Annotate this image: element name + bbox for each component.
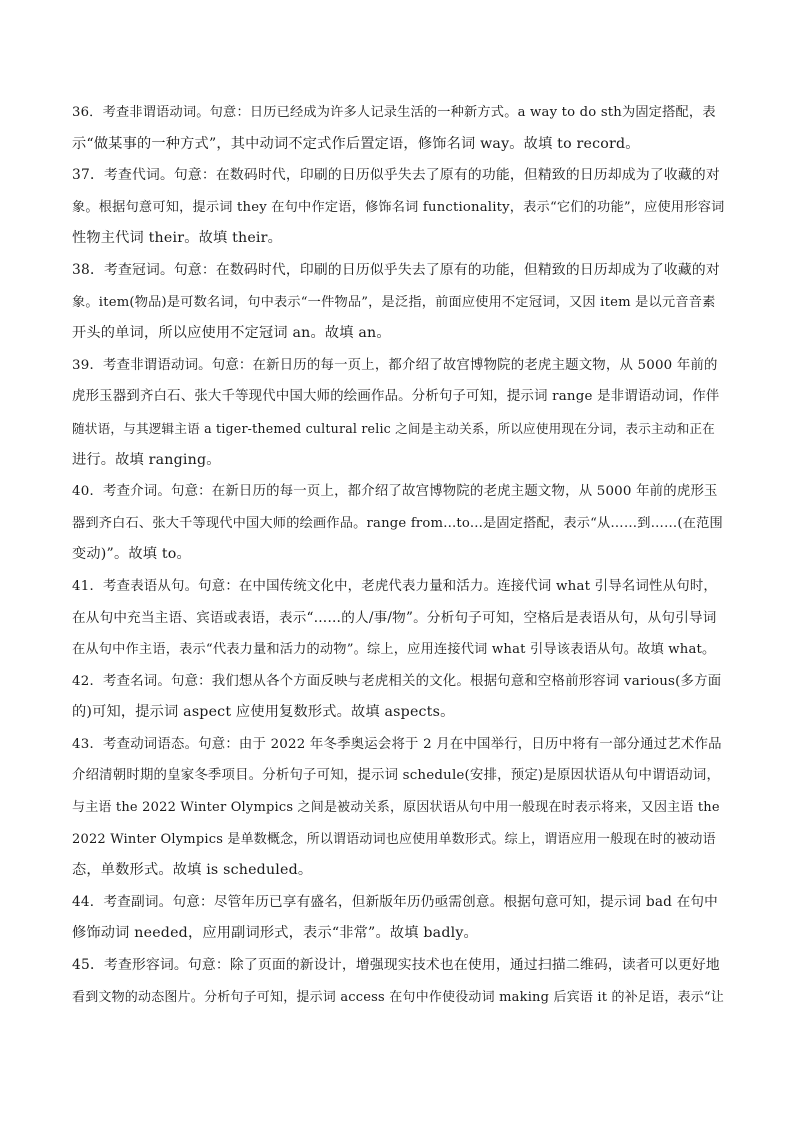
explanation-line: 38．考查冠词。句意：在数码时代，印刷的日历似乎失去了原有的功能，但精致的日历却成为了收藏的对: [72, 261, 720, 278]
explanation-line: 在从句中作主语，表示“代表力量和活力的动物”。综上，应用连接代词 what 引导该表语从句。故填 what。: [72, 642, 716, 658]
explanation-line: 性物主代词 their。故填 their。: [72, 230, 283, 247]
explanation-line: 45．考查形容词。句意：除了页面的新设计，增强现实技术也在使用，通过扫描二维码，读者可以更好地: [72, 957, 720, 974]
explanation-item: [72, 887, 724, 950]
explanation-line: 与主语 the 2022 Winter Olympics 之间是被动关系，原因状语从句中用一般现在时表示将来，又因主语 the: [72, 800, 720, 816]
explanation-line: 2022 Winter Olympics 是单数概念，所以谓语动词也应使用单数形式。综上，谓语应用一般现在时的被动语: [72, 831, 716, 847]
explanation-line: 象。item(物品)是可数名词，句中表示“一件物品”，是泛指，前面应使用不定冠词，又因 item 是以元音音素: [72, 294, 716, 310]
explanation-line: 示“做某事的一种方式”，其中动词不定式作后置定语，修饰名词 way。故填 to record。: [72, 135, 640, 152]
explanation-line: 修饰动词 needed，应用副词形式，表示“非常”。故填 badly。: [72, 925, 478, 942]
explanation-item: [72, 950, 724, 1013]
explanation-line: 介绍清朝时期的皇家冬季项目。分析句子可知，提示词 schedule(安排，预定)是原因状语从句中谓语动词，: [72, 768, 721, 784]
explanation-item: [72, 666, 724, 729]
explanation-line: 39．考查非谓语动词。句意：在新日历的每一页上，都介绍了故宫博物院的老虎主题文物，从 5000 年前的: [72, 357, 718, 373]
explanation-line: 变动)”。故填 to。: [72, 546, 191, 563]
explanation-line: 看到文物的动态图片。分析句子可知，提示词 access 在句中作使役动词 making 后宾语 it 的补足语，表示“让: [72, 989, 724, 1005]
explanation-line: 36．考查非谓语动词。句意：日历已经成为许多人记录生活的一种新方式。a way to do sth为固定搭配，表: [72, 105, 716, 120]
explanation-line: 虎形玉器到齐白石、张大千等现代中国大师的绘画作品。分析句子可知，提示词 range 是非谓语动词，作伴: [72, 389, 720, 405]
explanation-line: 随状语，与其逻辑主语 a tiger-themed cultural relic 之间是主动关系，所以应使用现在分词，表示主动和正在: [72, 420, 715, 436]
explanation-item: [72, 255, 724, 350]
explanation-line: 态，单数形式。故填 is scheduled。: [72, 862, 313, 879]
explanation-line: 41．考查表语从句。句意：在中国传统文化中，老虎代表力量和活力。连接代词 what 引导名词性从句时，: [72, 578, 717, 594]
explanation-line: 43．考查动词语态。句意：由于 2022 年冬季奥运会将于 2 月在中国举行，日历中将有一部分通过艺术作品: [72, 736, 722, 752]
explanation-item: [72, 350, 724, 476]
explanation-line: 象。根据句意可知，提示词 they 在句中作定语，修饰名词 functionality，表示“它们的功能”，应使用形容词: [72, 199, 725, 215]
explanation-item: [72, 97, 724, 160]
explanation-line: 进行。故填 ranging。: [72, 451, 221, 468]
answer-explanations: [72, 97, 724, 1013]
explanation-line: 42．考查名词。句意：我们想从各个方面反映与老虎相关的文化。根据句意和空格前形容词 various(多方面: [72, 673, 722, 689]
explanation-item: [72, 160, 724, 255]
explanation-line: 在从句中充当主语、宾语或表语，表示“……的人/事/物”。分析句子可知，空格后是表语从句，从句引导词: [72, 609, 717, 626]
explanation-item: [72, 476, 724, 571]
explanation-line: 44．考查副词。句意：尽管年历已享有盛名，但新版年历仍亟需创意。根据句意可知，提示词 bad 在句中: [72, 893, 718, 910]
explanation-line: 器到齐白石、张大千等现代中国大师的绘画作品。range from...to...是固定搭配，表示“从……到……(在范围: [72, 515, 723, 531]
explanation-line: 37．考查代词。句意：在数码时代，印刷的日历似乎失去了原有的功能，但精致的日历却成为了收藏的对: [72, 167, 720, 184]
explanation-item: [72, 729, 724, 887]
explanation-line: 开头的单词，所以应使用不定冠词 an。故填 an。: [72, 325, 391, 342]
explanation-line: 的)可知，提示词 aspect 应使用复数形式。故填 aspects。: [72, 704, 455, 721]
explanation-line: 40．考查介词。句意：在新日历的每一页上，都介绍了故宫博物院的老虎主题文物，从 5000 年前的虎形玉: [72, 484, 718, 500]
explanation-item: [72, 571, 724, 666]
